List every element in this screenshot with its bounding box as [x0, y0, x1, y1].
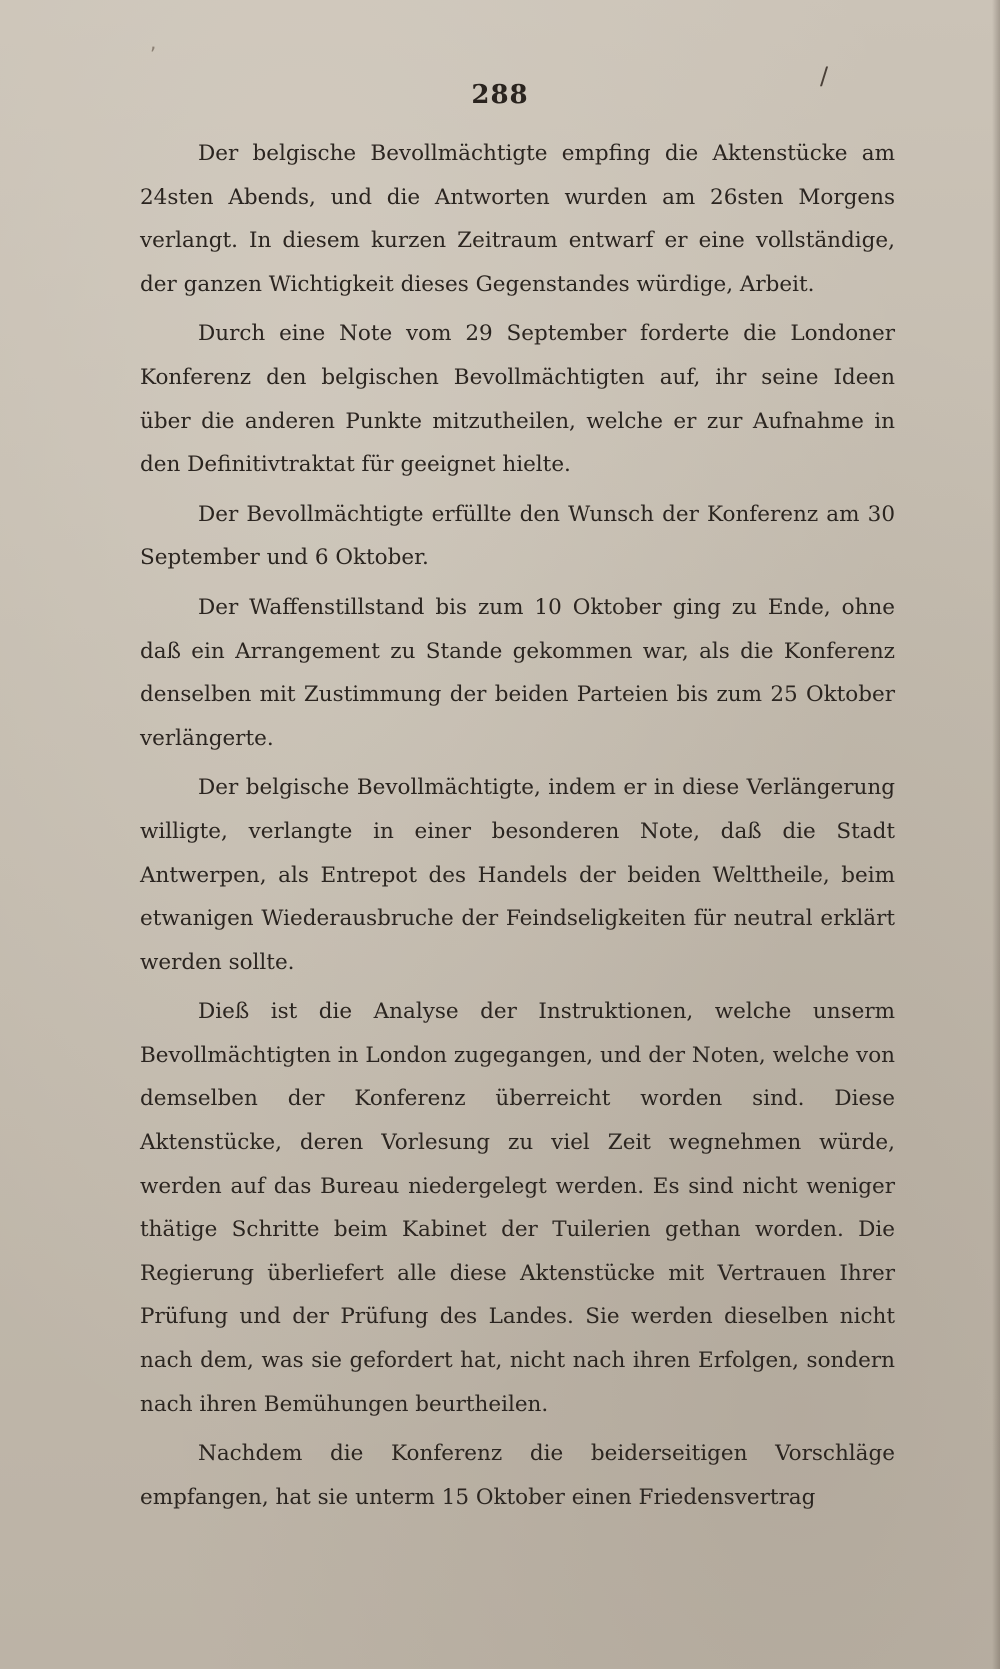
ink-mark: / — [820, 62, 829, 90]
paragraph: Durch eine Note vom 29 September forderte die Londoner Konferenz den belgischen Bevollmächtigten auf, ihr seine Ideen über die anderen Punkte mitzutheilen, welche er zur Aufnahme in den Definitivtraktat für geeignet hielte. — [140, 321, 895, 478]
ink-mark: , — [150, 30, 157, 54]
page-number: 288 — [471, 80, 529, 110]
paragraph: Der Bevollmächtigte erfüllte den Wunsch der Konferenz am 30 September und 6 Oktober. — [140, 501, 895, 571]
paragraph: Der belgische Bevollmächtigte empfing die Aktenstücke am 24sten Abends, und die Antworten wurden am 26sten Morgens verlangt. In diesem kurzen Zeitraum entwarf er eine vollständige, der ganzen Wichtigkeit dieses Gegenstandes würdige, Arbeit. — [140, 141, 895, 297]
paragraph: Der belgische Bevollmächtigte, indem er in diese Verlängerung willigte, verlangte in einer besonderen Note, daß die Stadt Antwerpen, als Entrepot des Handels der beiden Welttheile, beim etwanigen Wiederausbruche der Feindseligkeiten für neutral erklärt werden sollte. — [140, 775, 895, 975]
paragraph: Der Waffenstillstand bis zum 10 Oktober ging zu Ende, ohne daß ein Arrangement zu Stande gekommen war, als die Konferenz denselben mit Zustimmung der beiden Parteien bis zum 25 Oktober verlängerte. — [140, 594, 895, 751]
page-edge-shadow — [992, 0, 1000, 1669]
paragraph: Nachdem die Konferenz die beiderseitigen Vorschläge empfangen, hat sie unterm 15 Oktober einen Friedensvertrag — [140, 1441, 895, 1510]
body-text — [140, 132, 895, 1525]
paragraph: Dieß ist die Analyse der Instruktionen, welche unserm Bevollmächtigten in London zugegangen, und der Noten, welche von demselben der Konferenz überreicht worden sind. Diese Aktenstücke, deren Vorlesung zu viel Zeit wegnehmen würde, werden auf das Bureau niedergelegt werden. Es sind nicht weniger thätige Schritte beim Kabinet der Tuilerien gethan worden. Die Regierung überliefert alle diese Aktenstücke mit Vertrauen Ihrer Prüfung und der Prüfung des Landes. Sie werden dieselben nicht nach dem, was sie gefordert hat, nicht nach ihren Erfolgen, sondern nach ihren Bemühungen beurtheilen. — [140, 999, 895, 1417]
